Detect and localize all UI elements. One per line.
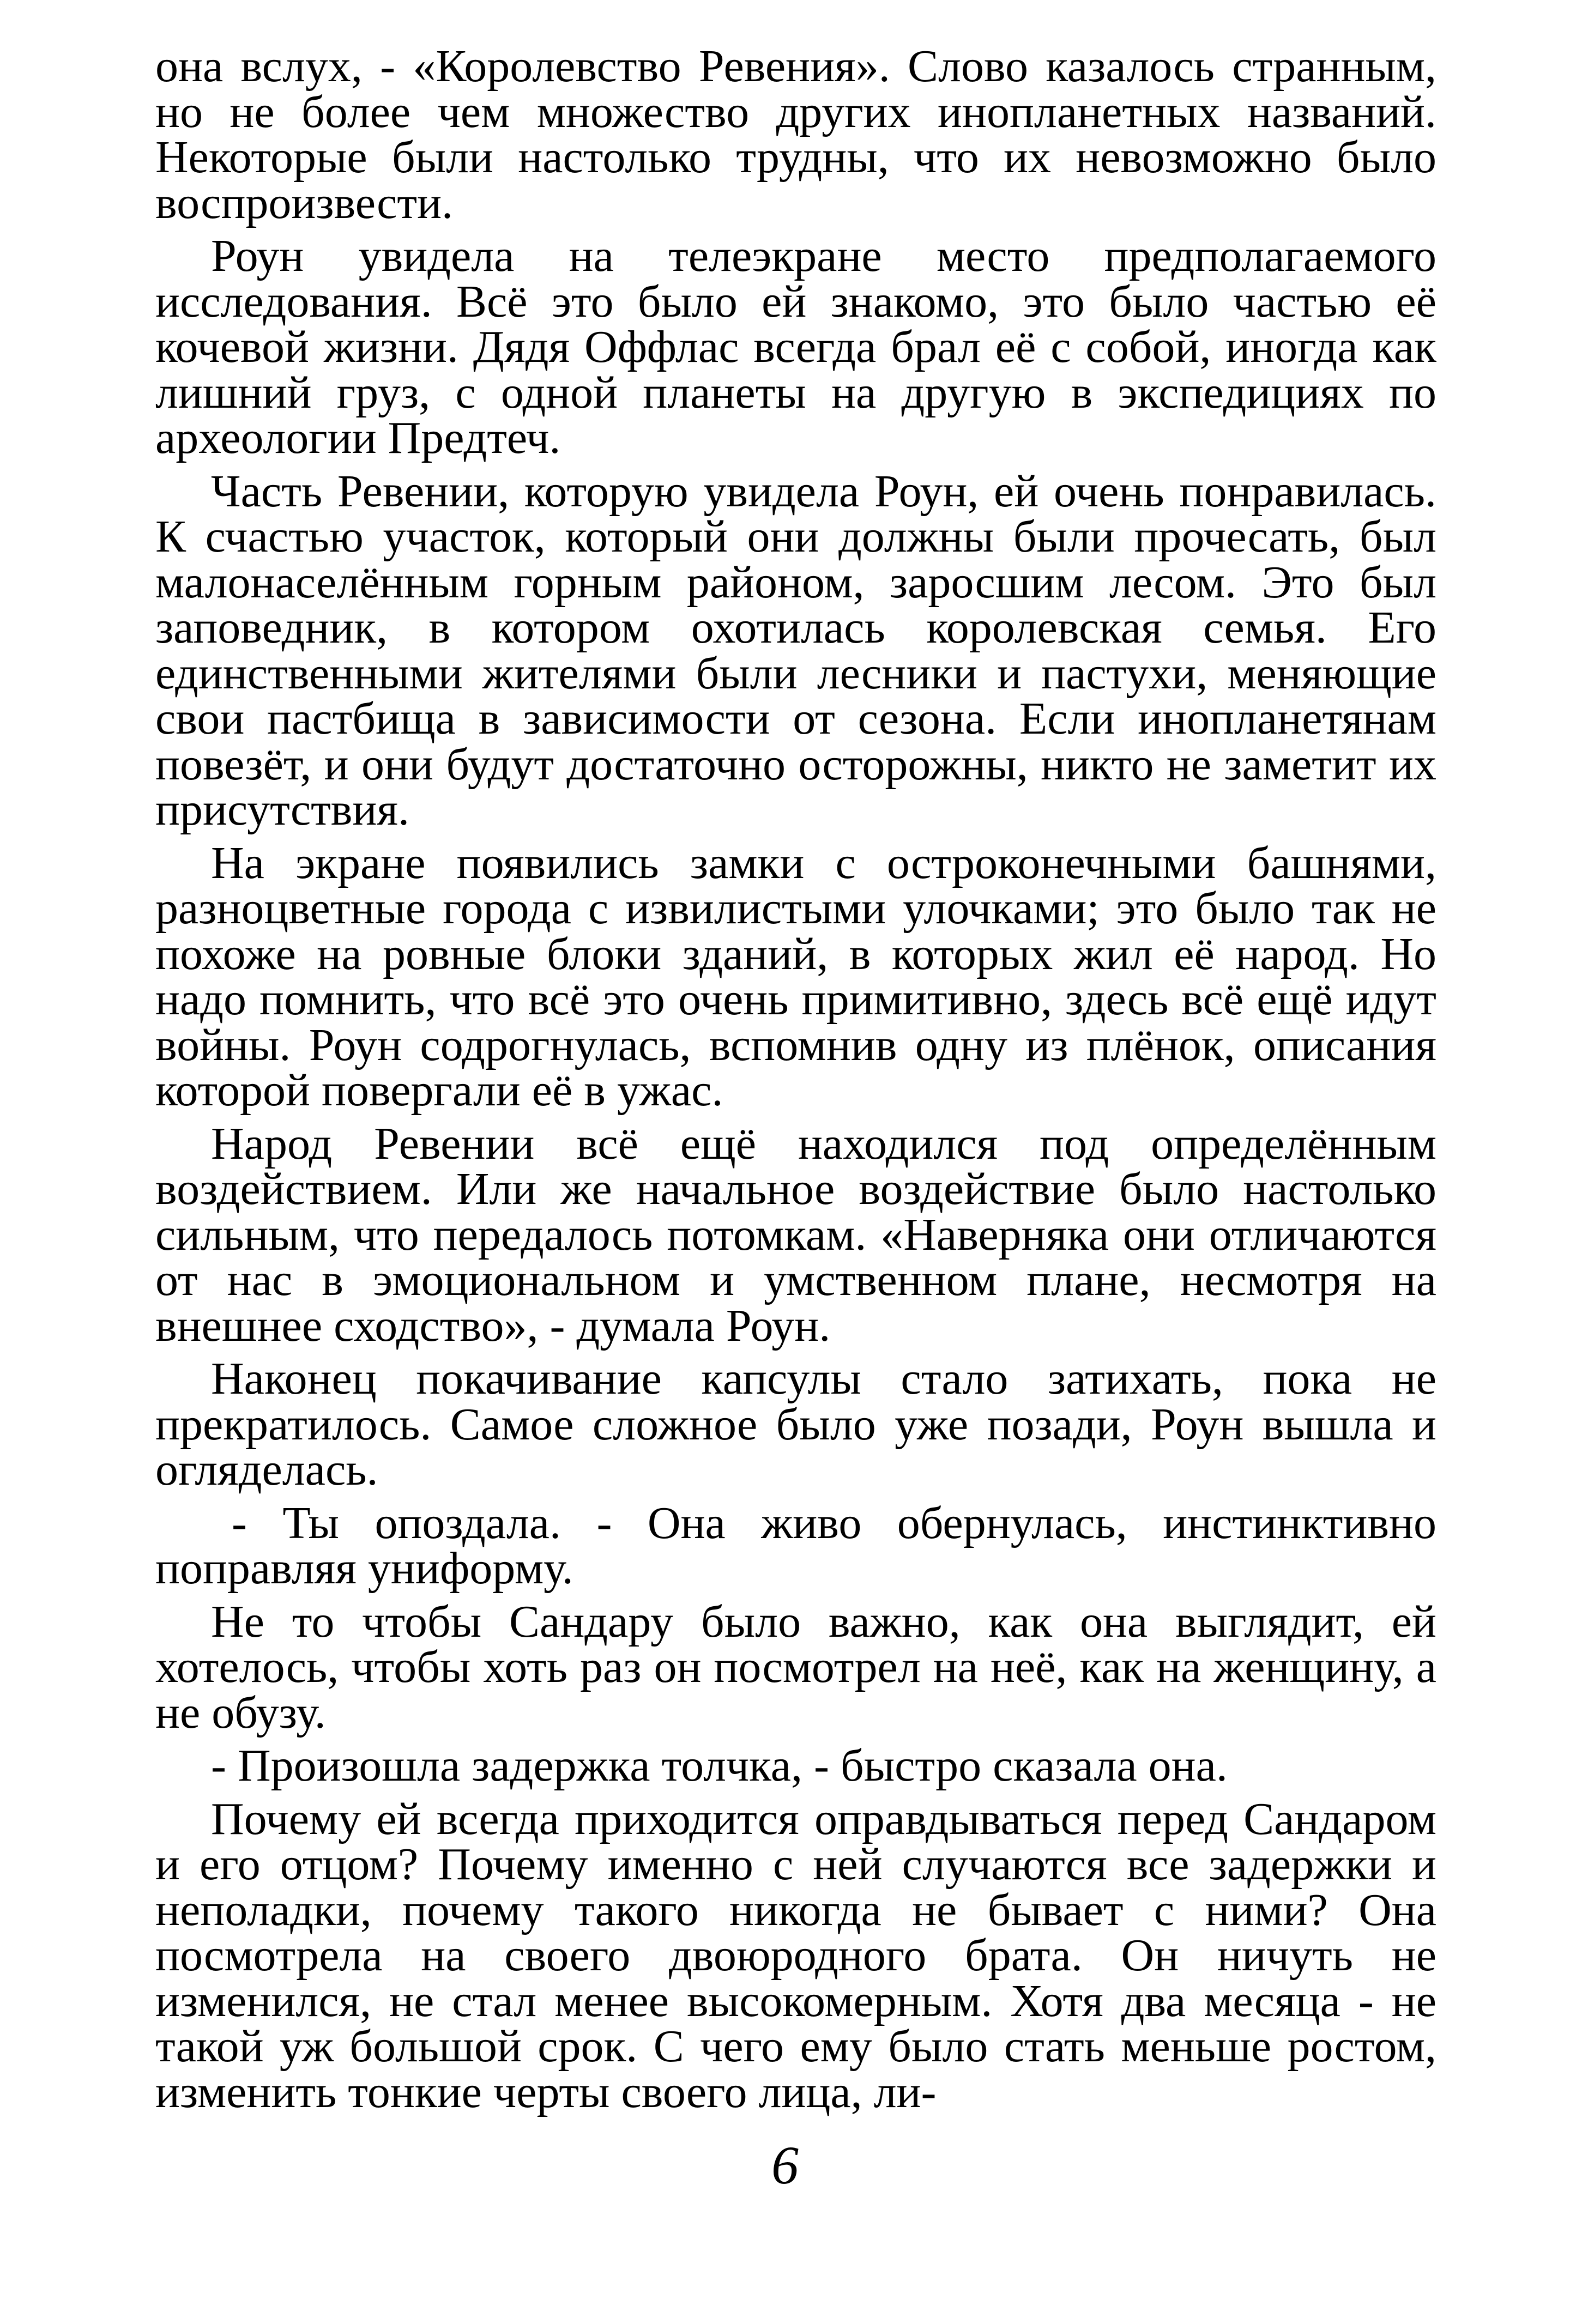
paragraph: она вслух, - «Королевство Ревения». Слово казалось странным, но не более чем множество других инопланетных названий. Некоторые были настолько трудны, что их невозможно было воспроизвести. [155,41,1436,228]
paragraph: - Произошла задержка толчка, - быстро сказала она. [211,1740,1228,1791]
paragraph: Наконец покачивание капсулы стало затихать, пока не прекратилось. Самое сложное было уже позади, Роун вышла и огляделась. [155,1353,1436,1495]
paragraph: Не то чтобы Сандару было важно, как она выглядит, ей хотелось, чтобы хоть раз он посмотрел на неё, как на женщину, а не обузу. [155,1596,1436,1738]
page-number: 6 [771,2135,799,2195]
body-text [155,41,1436,2122]
paragraph: На экране появились замки с остроконечными башнями, разноцветные города с извилистыми улочками; это было так не похоже на ровные блоки зданий, в которых жил её народ. Но надо помнить, что всё это очень примитивно, здесь всё ещё идут войны. Роун содрогнулась, вспомнив одну из плёнок, описания которой повергали её в ужас. [155,837,1436,1116]
paragraph: Часть Ревении, которую увидела Роун, ей очень понравилась. К счастью участок, который они должны были прочесать, был малонаселённым горным районом, заросшим лесом. Это был заповедник, в котором охотилась королевская семья. Его единственными жителями были лесники и пастухи, меняющие свои пастбища в зависимости от сезона. Если инопланетянам повезёт, и они будут достаточно осторожны, никто не заметит их присутствия. [155,465,1436,835]
paragraph: Роун увидела на телеэкране место предполагаемого исследования. Всё это было ей знакомо, это было частью её кочевой жизни. Дядя Оффлас всегда брал её с собой, иногда как лишний груз, с одной планеты на другую в экспедициях по археологии Предтеч. [155,231,1436,463]
paragraph: Народ Ревении всё ещё находился под определённым воздействием. Или же начальное воздействие было настолько сильным, что передалось потомкам. «Наверняка они отличаются от нас в эмоциональном и умственном плане, несмотря на внешнее сходство», - думала Роун. [155,1118,1436,1351]
paragraph: - Ты опоздала. - Она живо обернулась, инстинктивно поправляя униформу. [155,1497,1436,1594]
paragraph: Почему ей всегда приходится оправдываться перед Сандаром и его отцом? Почему именно с ней случаются все задержки и неполадки, почему такого никогда не бывает с ними? Она посмотрела на своего двоюродного брата. Он ничуть не изменился, не стал менее высокомерным. Хотя два месяца - не такой уж большой срок. С чего ему было стать меньше ростом, изменить тонкие черты своего лица, ли- [155,1793,1436,2117]
